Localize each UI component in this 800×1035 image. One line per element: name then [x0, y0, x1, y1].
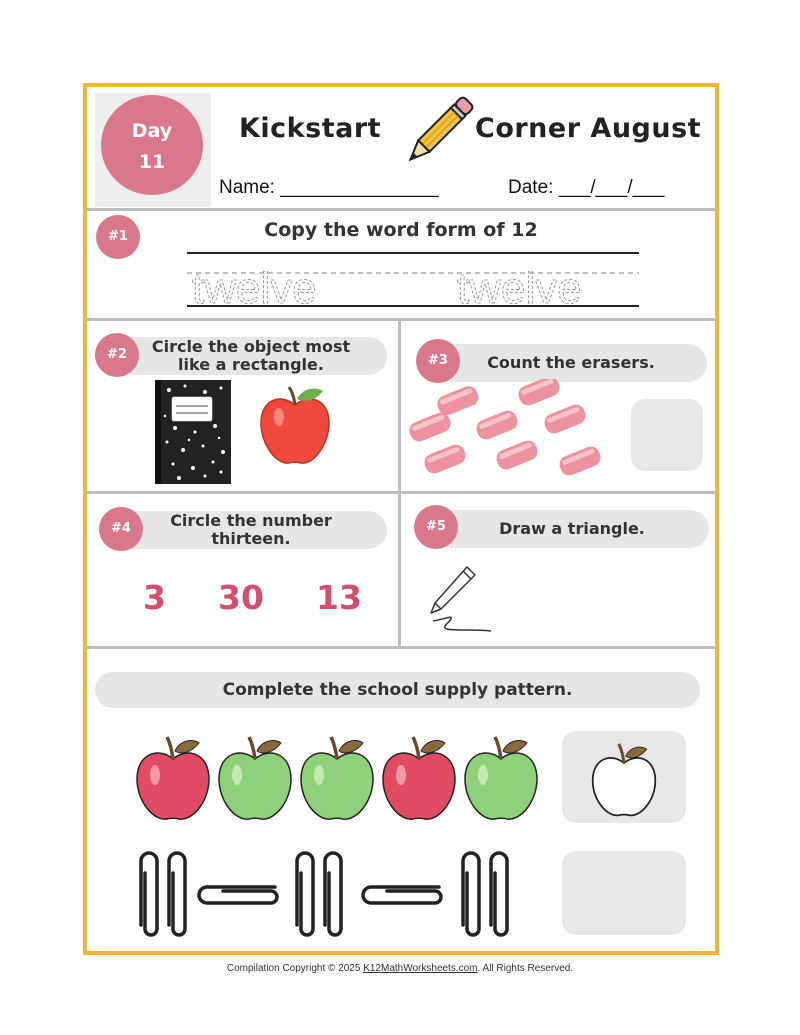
q4-prompt-line1: Circle the number	[170, 511, 332, 530]
paperclip-horizontal-icon	[199, 887, 277, 903]
apple-pattern-answer-box[interactable]	[562, 731, 686, 823]
paperclip-vertical-icon	[169, 853, 185, 935]
paperclip-pattern-answer-box[interactable]	[562, 851, 686, 935]
paperclip-pattern	[133, 847, 533, 943]
green-apple-icon	[465, 737, 537, 819]
eraser-icon	[494, 438, 540, 472]
eraser-icon	[542, 402, 588, 436]
worksheet	[83, 83, 719, 955]
q4-prompt-line2: thirteen.	[211, 529, 291, 548]
paperclip-vertical-icon	[463, 853, 479, 935]
q1-prompt: Copy the word form of 12	[264, 219, 538, 241]
title-corner-august: Corner August	[475, 113, 702, 144]
question-badge-1: #1	[96, 215, 140, 259]
q3-prompt-pill	[435, 344, 707, 382]
blank-apple-icon	[590, 737, 658, 817]
number-option[interactable]: 30	[218, 578, 264, 617]
footer-prefix: Compilation Copyright © 2025	[226, 963, 364, 974]
eraser-icon	[407, 410, 453, 444]
date-field[interactable]: Date: ___/___/___	[508, 177, 665, 198]
number-option[interactable]: 13	[316, 578, 362, 617]
paperclip-vertical-icon	[491, 853, 507, 935]
red-apple-icon	[383, 737, 455, 819]
q2-prompt-line1: Circle the object most	[151, 337, 351, 356]
erasers-group[interactable]	[405, 379, 611, 489]
question-badge-2: #2	[95, 333, 139, 377]
divider	[398, 320, 401, 646]
green-apple-icon	[219, 737, 291, 819]
apple-pattern	[133, 729, 553, 821]
question-badge-4: #4	[99, 507, 143, 551]
divider	[87, 646, 715, 649]
eraser-icon	[422, 442, 468, 476]
q3-prompt: Count the erasers.	[487, 353, 655, 372]
name-field[interactable]: Name: _______________	[219, 177, 439, 198]
footer-link[interactable]: K12MathWorksheets.com	[363, 963, 478, 974]
q2-prompt-line2: like a rectangle.	[178, 355, 324, 374]
number-option[interactable]: 3	[143, 578, 166, 617]
tracing-lines[interactable]	[187, 251, 639, 311]
q5-prompt-pill	[435, 510, 709, 548]
q4-prompt-pill	[115, 511, 387, 549]
eraser-icon	[557, 444, 603, 478]
divider	[87, 318, 715, 321]
trace-word-2: twelve	[457, 264, 582, 311]
title-kickstart: Kickstart	[239, 113, 382, 144]
green-apple-icon	[301, 737, 373, 819]
worksheet-header	[87, 87, 715, 207]
divider	[87, 491, 715, 494]
day-badge	[101, 95, 203, 195]
paperclip-vertical-icon	[325, 853, 341, 935]
q2-prompt-pill	[115, 337, 387, 375]
q6-prompt-pill	[95, 672, 700, 708]
eraser-icon	[435, 383, 481, 417]
question-badge-5: #5	[414, 505, 458, 549]
red-apple-icon	[137, 737, 209, 819]
day-number: 11	[138, 151, 166, 173]
paperclip-vertical-icon	[141, 853, 157, 935]
pencil-icon	[399, 93, 477, 171]
paperclip-vertical-icon	[297, 853, 313, 935]
notebook-icon[interactable]	[155, 380, 231, 484]
divider	[87, 208, 715, 211]
trace-word-1: twelve	[192, 264, 317, 311]
copyright-footer	[0, 963, 800, 974]
pencil-draw-icon	[427, 563, 499, 635]
question-badge-3: #3	[416, 339, 460, 383]
paperclip-horizontal-icon	[363, 887, 441, 903]
q3-answer-box[interactable]	[631, 399, 703, 471]
eraser-icon	[474, 408, 520, 442]
footer-suffix: . All Rights Reserved.	[477, 963, 574, 974]
day-label: Day	[131, 120, 173, 142]
apple-icon[interactable]	[259, 383, 331, 467]
eraser-icon	[516, 379, 562, 408]
q5-prompt: Draw a triangle.	[499, 519, 645, 538]
q6-prompt: Complete the school supply pattern.	[222, 680, 573, 700]
